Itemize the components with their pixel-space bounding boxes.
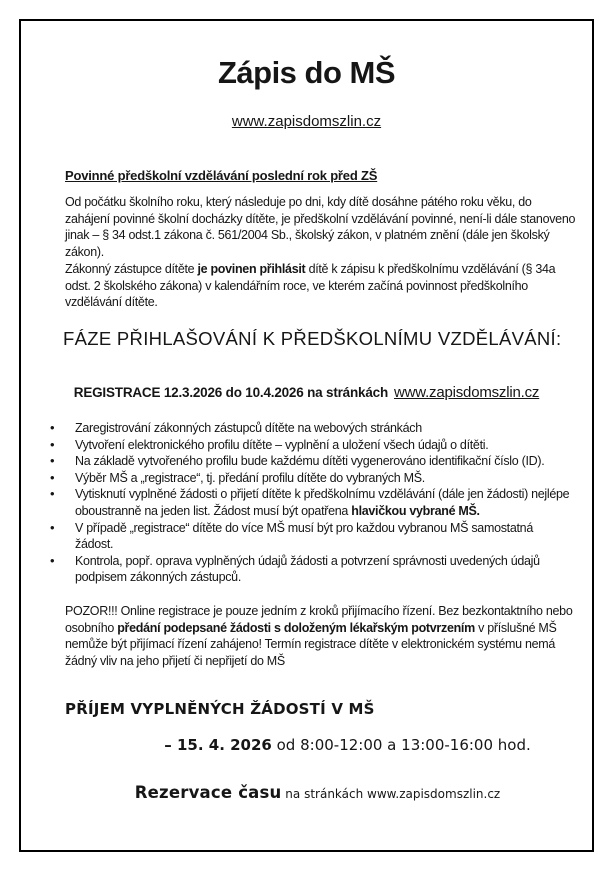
step-text: Vytvoření elektronického profilu dítěte – vyplnění a uložení všech údajů o dítěti. <box>75 437 489 452</box>
reservation-line <box>71 783 564 802</box>
submission-date-line <box>131 736 564 754</box>
registration-dates-text: REGISTRACE 12.3.2026 do 10.4.2026 na stránkách <box>73 385 388 400</box>
registration-website-link[interactable]: www.zapisdomszlin.cz <box>394 384 540 401</box>
intro-paragraph-2-bold: je povinen přihlásit <box>197 262 306 276</box>
intro-heading: Povinné předškolní vzdělávání poslední rok před ZŠ <box>65 168 378 183</box>
header-website-link-wrap <box>21 113 592 130</box>
step-text: Kontrola, popř. oprava vyplněných údajů žádosti a potvrzení správnosti uvedených údajů podpisem zákonných zástupců. <box>75 553 540 585</box>
document-border-frame <box>19 19 594 852</box>
submission-date: – 15. 4. 2026 <box>164 736 272 754</box>
warning-pre: POZOR!!! Online registrace je pouze jedním z kroků přijímacího řízení. Bez bezkontaktního nebo osobního <box>65 604 573 635</box>
step-text: Vytisknutí vyplněné žádosti o přijetí dítěte k předškolnímu vzdělávání (dále jen žádosti) nejlépe oboustranně na jeden list. Žádost musí být opatřena <box>75 487 570 518</box>
registration-steps-list <box>50 420 570 586</box>
registration-step <box>50 453 570 470</box>
page-title: Zápis do MŠ <box>217 55 396 90</box>
intro-paragraph-2-post: dítě k zápisu k předškolnímu vzdělávání (§ 34a odst. 2 školského zákona) v kalendářním roce, ve kterém začíná povinnost předškolního vzdělávání dítěte. <box>65 262 556 310</box>
step-text: Na základě vytvořeného profilu bude každému dítěti vygenerováno identifikační číslo (ID). <box>75 454 545 469</box>
registration-dates-line <box>21 384 592 401</box>
registration-step <box>50 520 570 553</box>
step-text: V případě „registrace“ dítěte do více MŠ musí být pro každou vybranou MŠ samostatná žádost. <box>75 520 533 552</box>
warning-post: v příslušné MŠ nemůže být přijímací řízení zahájeno! Termín registrace dítěte v elektronickém systému nemá žádný vliv na jeho přijetí či nepřijetí do MŠ <box>65 620 557 668</box>
registration-step <box>50 437 570 454</box>
reservation-title: Rezervace času <box>134 783 282 802</box>
registration-step <box>50 486 570 519</box>
registration-step <box>50 470 570 487</box>
intro-paragraph-2-pre: Zákonný zástupce dítěte <box>65 262 198 276</box>
warning-bold: předání podepsané žádosti s doloženým lékařským potvrzením <box>117 620 475 635</box>
submission-heading: PŘÍJEM VYPLNĚNÝCH ŽÁDOSTÍ V MŠ <box>65 700 375 718</box>
warning-paragraph <box>65 603 579 669</box>
step-bold-text: hlavičkou vybrané MŠ. <box>351 503 480 518</box>
phases-heading: FÁZE PŘIHLAŠOVÁNÍ K PŘEDŠKOLNÍMU VZDĚLÁVÁNÍ: <box>63 328 562 349</box>
step-text: Výběr MŠ a „registrace“, tj. předání profilu dítěte do vybraných MŠ. <box>75 470 425 485</box>
intro-paragraph-2 <box>65 261 579 311</box>
registration-step <box>50 553 570 586</box>
intro-paragraph-1: Od počátku školního roku, který následuje po dni, kdy dítě dosáhne pátého roku věku, do zahájení povinné školní docházky dítěte, je předškolní vzdělávání povinné, není-li dále stanoveno jinak – § 34 odst.1 zákona č. 561/2004 Sb., školský zákon, v platném znění (dále jen školský zákon). <box>65 195 576 259</box>
reservation-website-text: na stránkách www.zapisdomszlin.cz <box>281 787 501 801</box>
submission-hours: od 8:00-12:00 a 13:00-16:00 hod. <box>271 736 531 754</box>
step-text: Zaregistrování zákonných zástupců dítěte na webových stránkách <box>75 421 422 435</box>
website-link[interactable]: www.zapisdomszlin.cz <box>231 113 382 130</box>
registration-step <box>50 420 570 437</box>
